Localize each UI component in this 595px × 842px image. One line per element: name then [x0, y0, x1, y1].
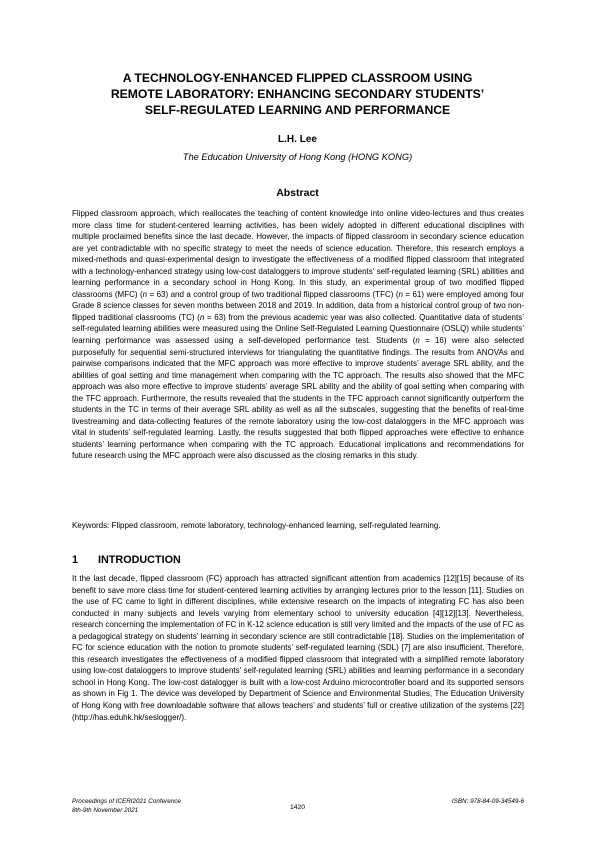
- footer-conference-date: 8th-9th November 2021: [72, 806, 139, 814]
- section-heading: [72, 554, 181, 566]
- abstract-text: = 63) from the previous academic year was also collected. Quantitative data of students’ self-regulated learning abilities were measured using the Online Self-Regulated Learning Questionnaire (OSLQ) while students’ learning performance was assessed using a self-developed performance test. Students (: [72, 312, 524, 346]
- abstract-heading: Abstract: [276, 187, 319, 199]
- author-name: L.H. Lee: [278, 134, 317, 145]
- sample-size-variable: n: [142, 289, 148, 299]
- abstract-body: [72, 208, 524, 462]
- abstract-text: = 16) were also selected purposefully for sequential semi-structured interviews for triangulating the quantitative findings. The results from ANOVAs and pairwise comparisons indicated that the MFC approach was more effective to improve students’ average SRL ability, and the abilities of goal setting and time management when comparing with the TC approach. The results also showed that the MFC approach was also more effective to improve students’ average SRL ability and the ability of goal setting when comparing with the TFC approach. Furthermore, the results revealed that the students in the TFC approach cannot significantly outperform the students in the TC in terms of their average SRL ability as well as all the subscales, suggesting that the benefits of real-time livestreaming and data-collecting features of the remote laboratory using the low-cost dataloggers in the MFC approach was vital in students’ self-regulated learning. Lastly, the results suggested that both flipped approaches were effective to enhance students’ learning performance when comparing with the TC approach. Educational implications and recommendations for future research using the MFC approach were also discussed as the closing remarks in this study.: [72, 336, 524, 461]
- abstract-text: = 61) were employed among four Grade 8 science classes for seven months between 2018 and 2019. In addition, data from a historical control group of two non-flipped traditional classrooms (TC) (: [72, 289, 525, 322]
- keywords-text: Flipped classroom, remote laboratory, technology-enhanced learning, self-regulated learning.: [109, 521, 441, 530]
- keywords-label: Keywords:: [72, 521, 110, 530]
- section-title: INTRODUCTION: [98, 554, 181, 566]
- title-line: REMOTE LABORATORY: ENHANCING SECONDARY STUDENTS’: [110, 87, 485, 101]
- sample-size-variable: n: [415, 336, 420, 346]
- title-line: A TECHNOLOGY-ENHANCED FLIPPED CLASSROOM USING: [122, 71, 473, 85]
- abstract-text: Flipped classroom approach, which reallocates the teaching of content knowledge into online video-lectures and thus creates more class time for student-centered learning activities, has been widely adopted in different educational disciplines with multiple proclaimed benefits since the last decade. However, the impacts of flipped classroom in secondary science education are yet contradictable with no specific strategy to meet the needs of science education. Therefore, this research employs a mixed-methods and quasi-experimental design to investigate the effectiveness of a modified flipped classroom that integrated with a technology-enhanced strategy using low-cost dataloggers to improve students’ self-regulated learning (SRL) abilities and learning performance in a secondary school in Hong Kong. In this study, an experimental group of two modified flipped classrooms (MFC) (: [72, 209, 524, 299]
- page-number: 1420: [289, 804, 306, 811]
- introduction-body: It the last decade, flipped classroom (FC) approach has attracted significant attention from academics [12][15] because of its benefit to save more class time for student-centered learning activities by arranging lectures prior to the lesson [11]. Studies on the use of FC came to light in different disciplines, while extensive research on the impacts of integrating FC has also been conducted in many subjects and levels varying from elementary school to university education [4][12][13]. Nevertheless, research concerning the implementation of FC in K-12 science education is still very limited and the impacts of the use of FC as a pedagogical strategy on students’ learning in secondary science are still contradictable [18]. Studies on the implementation of FC for science education with the notion to promote students’ self-regulated learning (SDL) [7] are also insufficient. Therefore, this research investigates the effectiveness of a modified flipped classroom that integrated with a simplified remote laboratory using low-cost dataloggers to improve students’ self-regulated learning (SRL) abilities and learning performance in a secondary school in Hong Kong. The low-cost datalogger is built with a low-cost Arduino microcontroller board and its supported sensors as shown in Fig 1. The device was developed by Department of Science and Environmental Studies, The Education University of Hong Kong with free downloadable software that allows teachers’ and students’ full or creative utilization of the systems [22] (http://has.eduhk.hk/seslogger/).: [72, 574, 524, 722]
- author-affiliation: The Education University of Hong Kong (HONG KONG): [182, 152, 413, 162]
- footer-conference-name: Proceedings of ICERI2021 Conference: [72, 798, 181, 805]
- sample-size-variable: n: [199, 312, 205, 322]
- footer-isbn: ISBN: 978-84-09-34549-6: [451, 798, 524, 805]
- title-line: SELF-REGULATED LEARNING AND PERFORMANCE: [144, 103, 451, 117]
- abstract-text: = 63) and a control group of two traditional flipped classrooms (TFC) (: [147, 289, 399, 299]
- keywords: [72, 520, 524, 532]
- section-number: 1: [72, 554, 79, 566]
- sample-size-variable: n: [398, 289, 403, 299]
- paper-title: [60, 70, 535, 118]
